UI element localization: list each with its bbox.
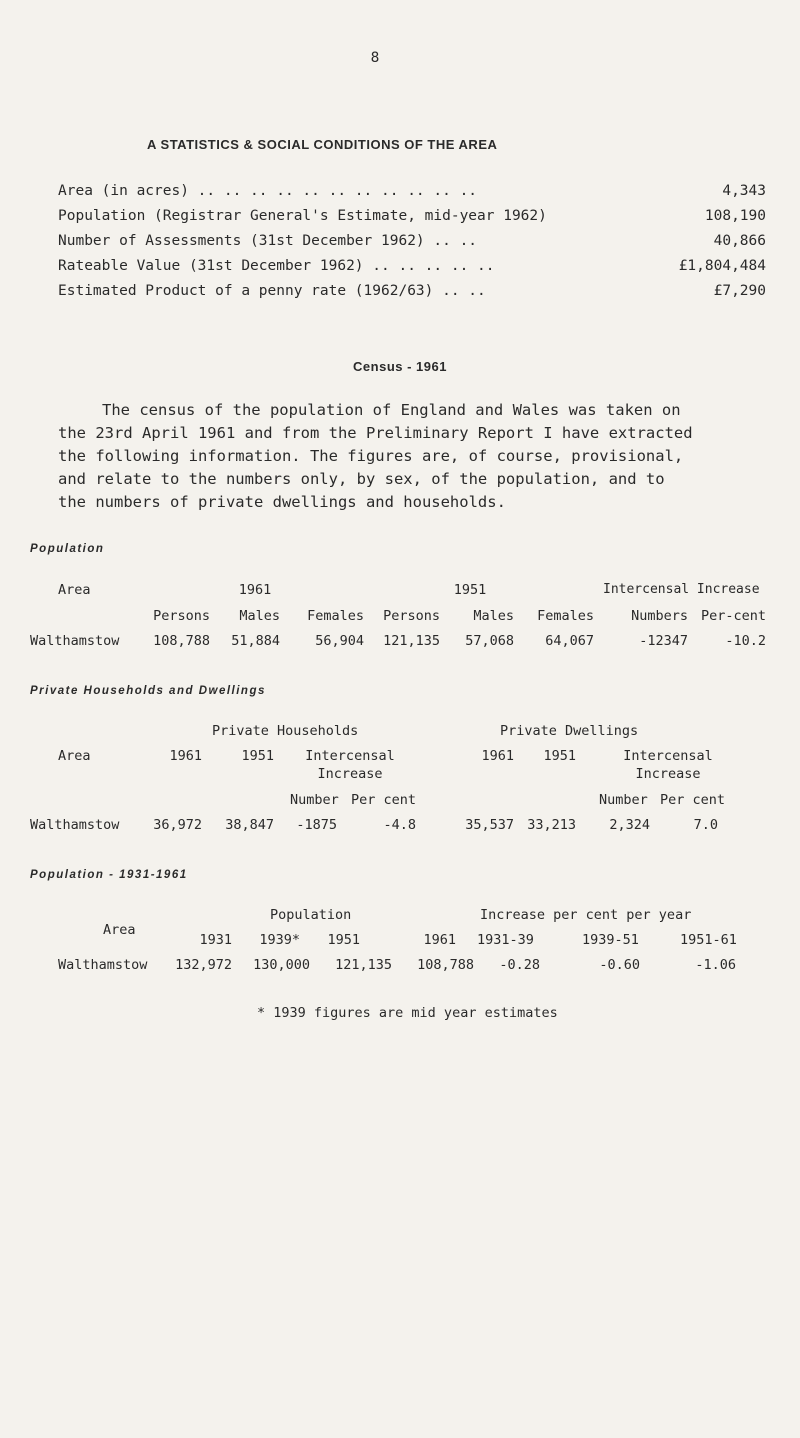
column-header: Private Households [212, 723, 359, 739]
summary-value: £1,804,484 [678, 258, 766, 274]
column-header: Per cent [351, 792, 417, 808]
column-header: 1951-61 [680, 932, 737, 948]
row-area: Walthamstow [58, 957, 148, 973]
column-header: 1939* [259, 932, 300, 948]
column-header: Numbers [631, 608, 688, 624]
table-cell: 132,972 [175, 957, 232, 973]
column-header: Persons [383, 608, 440, 624]
column-header: Private Dwellings [500, 723, 639, 739]
column-header: Population [270, 907, 352, 923]
column-header: 1931-39 [477, 932, 534, 948]
column-header: Increase [635, 766, 701, 782]
column-header: 1961 [423, 932, 456, 948]
column-header: 1939-51 [582, 932, 639, 948]
column-header: Females [307, 608, 364, 624]
column-header: Area [103, 922, 136, 938]
summary-value: 40,866 [713, 233, 766, 249]
summary-label: Rateable Value (31st December 1962) .. .. .. .. .. [58, 258, 495, 274]
column-header: Intercensal Increase [603, 582, 760, 597]
column-header: 1961 [481, 748, 514, 764]
column-header: Increase per cent per year [480, 907, 692, 923]
table-cell: 121,135 [383, 633, 440, 649]
paragraph-line: the following information. The figures are, of course, provisional, [58, 447, 684, 465]
table-cell: 108,788 [417, 957, 474, 973]
table-cell: -1875 [296, 817, 337, 833]
table-cell: 108,788 [153, 633, 210, 649]
column-header: Intercensal [623, 748, 713, 764]
table-cell: 7.0 [693, 817, 718, 833]
table-cell: 56,904 [315, 633, 364, 649]
table-cell: 130,000 [253, 957, 310, 973]
row-area: Walthamstow [30, 817, 120, 833]
summary-label: Number of Assessments (31st December 1962) .. .. [58, 233, 478, 249]
table-cell: 35,537 [465, 817, 514, 833]
section-title: Population - 1931-1961 [30, 869, 188, 881]
table-cell: 121,135 [335, 957, 392, 973]
column-header: Per cent [660, 792, 726, 808]
paragraph-line: the 23rd April 1961 and from the Preliminary Report I have extracted [58, 424, 693, 442]
summary-value: 4,343 [722, 183, 766, 199]
summary-label: Area (in acres) .. .. .. .. .. .. .. .. .. .. .. [58, 183, 478, 199]
table-cell: -1.06 [695, 957, 736, 973]
paragraph-line: The census of the population of England and Wales was taken on [102, 401, 681, 419]
table-cell: 51,884 [231, 633, 280, 649]
column-header: 1951 [241, 748, 274, 764]
column-header: Males [473, 608, 514, 624]
column-header: 1961 [238, 582, 272, 598]
column-header: Area [58, 582, 91, 598]
column-header: 1951 [327, 932, 360, 948]
table-cell: 57,068 [465, 633, 514, 649]
column-header: Increase [317, 766, 383, 782]
column-header: 1931 [199, 932, 232, 948]
table-cell: -0.60 [599, 957, 640, 973]
column-header: Per-cent [700, 608, 766, 624]
summary-value: £7,290 [713, 283, 766, 299]
column-header: Number [599, 792, 648, 808]
column-header: Number [290, 792, 339, 808]
column-header: Males [239, 608, 280, 624]
table-cell: 33,213 [527, 817, 576, 833]
table-cell: -4.8 [383, 817, 416, 833]
page-title: A STATISTICS & SOCIAL CONDITIONS OF THE AREA [147, 137, 498, 152]
table-cell: -12347 [639, 633, 688, 649]
page-number: 8 [370, 50, 380, 66]
summary-label: Estimated Product of a penny rate (1962/63) .. .. [58, 283, 486, 299]
paragraph-line: and relate to the numbers only, by sex, of the population, and to [58, 470, 665, 488]
column-header: Persons [153, 608, 210, 624]
table-cell: 2,324 [609, 817, 650, 833]
column-header: 1961 [169, 748, 202, 764]
row-area: Walthamstow [30, 633, 120, 649]
paragraph-line: the numbers of private dwellings and households. [58, 493, 506, 511]
table-cell: 36,972 [153, 817, 202, 833]
section-title: Private Households and Dwellings [30, 685, 266, 697]
column-header: 1951 [453, 582, 487, 598]
census-heading: Census - 1961 [353, 359, 447, 374]
column-header: 1951 [543, 748, 576, 764]
table-cell: 38,847 [225, 817, 274, 833]
column-header: Area [58, 748, 91, 764]
column-header: Females [537, 608, 594, 624]
table-cell: -0.28 [499, 957, 540, 973]
summary-value: 108,190 [704, 208, 766, 224]
section-title: Population [30, 543, 105, 555]
table-cell: 64,067 [545, 633, 594, 649]
footnote: * 1939 figures are mid year estimates [257, 1005, 558, 1021]
column-header: Intercensal [305, 748, 395, 764]
table-cell: -10.2 [725, 633, 766, 649]
summary-label: Population (Registrar General's Estimate, mid-year 1962) [58, 208, 547, 224]
